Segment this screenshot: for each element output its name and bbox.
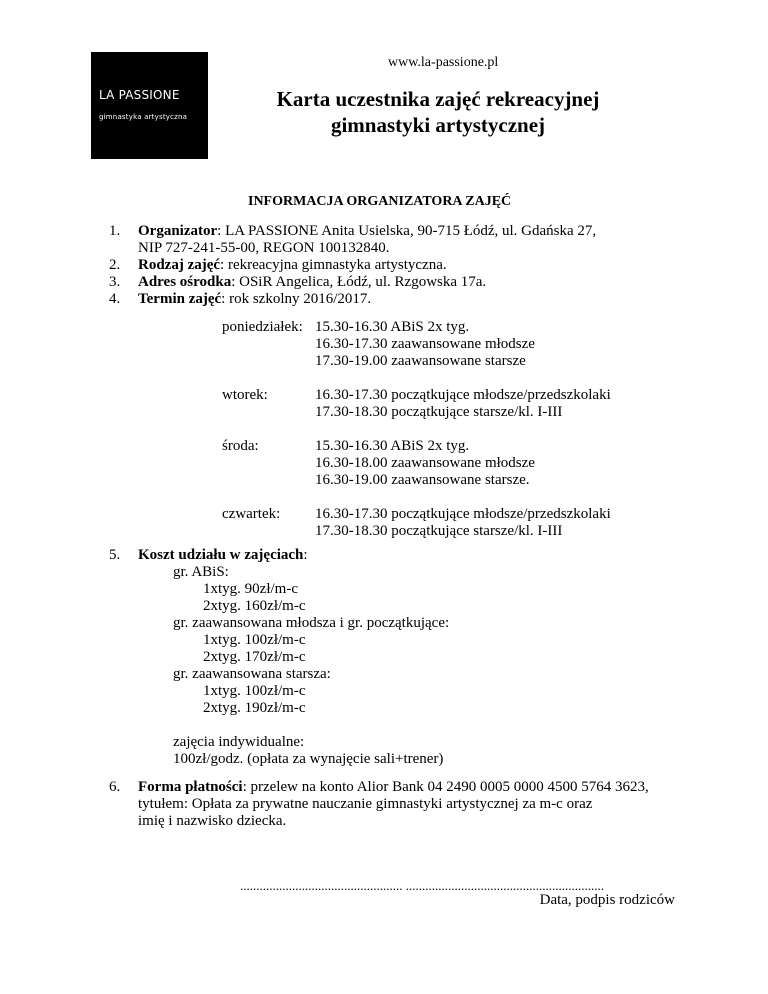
info-list: [109, 223, 709, 308]
individual-label: zajęcia indywidualne:: [173, 734, 305, 750]
cost-price: 1xtyg. 100zł/m-c: [203, 632, 306, 648]
list-item: [109, 274, 709, 291]
item-number: 3.: [109, 274, 121, 290]
document-title-line1: Karta uczestnika zajęć rekreacyjnej: [276, 87, 600, 111]
item-text: : OSiR Angelica, Łódź, ul. Rzgowska 17a.: [231, 274, 487, 290]
list-item: [109, 291, 709, 308]
website-url: www.la-passione.pl: [388, 55, 499, 70]
cost-label: Koszt udziału w zajęciach: [138, 547, 304, 563]
list-item: [109, 223, 709, 257]
day-label: poniedziałek:: [222, 319, 303, 335]
cost-price: 2xtyg. 170zł/m-c: [203, 649, 306, 665]
day-label: środa:: [222, 438, 259, 454]
day-label: czwartek:: [222, 506, 281, 522]
item-number: 2.: [109, 257, 121, 273]
cost-price: 2xtyg. 160zł/m-c: [203, 598, 306, 614]
schedule-day: [222, 387, 682, 421]
item-text-continued: NIP 727-241-55-00, REGON 100132840.: [138, 240, 390, 256]
signature-line: .................................................. .............................................................: [240, 878, 604, 893]
time-slot: 16.30-17.30 początkujące młodsze/przedszkolaki: [315, 387, 611, 403]
item-label: Termin zajęć: [138, 291, 222, 307]
time-slot: 16.30-17.30 początkujące młodsze/przedszkolaki: [315, 506, 611, 522]
time-slot: 16.30-18.00 zaawansowane młodsze: [315, 455, 535, 471]
logo-subtitle: gimnastyka artystyczna: [99, 113, 188, 121]
logo-title: LA PASSIONE: [99, 88, 180, 102]
cost-group-name: gr. zaawansowana starsza:: [173, 666, 331, 682]
item-text: : rok szkolny 2016/2017.: [221, 291, 372, 307]
cost-group-name: gr. ABiS:: [173, 564, 229, 580]
section-title: INFORMACJA ORGANIZATORA ZAJĘĆ: [248, 194, 512, 209]
item-label: Adres ośrodka: [138, 274, 232, 290]
time-slot: 15.30-16.30 ABiS 2x tyg.: [315, 438, 470, 454]
schedule-day: [222, 506, 682, 540]
item-number: 5.: [109, 547, 121, 563]
list-item: [109, 257, 709, 274]
item-label: Rodzaj zajęć: [138, 257, 221, 273]
time-slot: 17.30-19.00 zaawansowane starsze: [315, 353, 526, 369]
schedule: [222, 319, 682, 557]
schedule-day: [222, 438, 682, 489]
item-number: 4.: [109, 291, 121, 307]
item-text: : LA PASSIONE Anita Usielska, 90-715 Łódź, ul. Gdańska 27,: [217, 223, 597, 239]
cost-price: 2xtyg. 190zł/m-c: [203, 700, 306, 716]
document-title: [252, 86, 624, 138]
payment-text-line3: imię i nazwisko dziecka.: [138, 813, 287, 829]
time-slot: 16.30-19.00 zaawansowane starsze.: [315, 472, 530, 488]
payment-section: [109, 779, 729, 830]
cost-price: 1xtyg. 100zł/m-c: [203, 683, 306, 699]
cost-label-suffix: :: [303, 547, 308, 563]
schedule-day: [222, 319, 682, 370]
cost-group-name: gr. zaawansowana młodsza i gr. początkujące:: [173, 615, 450, 631]
individual-price: 100zł/godz. (opłata za wynajęcie sali+trener): [173, 751, 444, 767]
time-slot: 16.30-17.30 zaawansowane młodsze: [315, 336, 535, 352]
signature-label: Data, podpis rodziców: [539, 892, 675, 908]
payment-label: Forma płatności: [138, 779, 243, 795]
item-number: 1.: [109, 223, 121, 239]
day-label: wtorek:: [222, 387, 268, 403]
time-slot: 17.30-18.30 początkujące starsze/kl. I-III: [315, 523, 563, 539]
time-slot: 15.30-16.30 ABiS 2x tyg.: [315, 319, 470, 335]
payment-text-line2: tytułem: Opłata za prywatne nauczanie gimnastyki artystycznej za m-c oraz: [138, 796, 593, 812]
item-text: : rekreacyjna gimnastyka artystyczna.: [220, 257, 447, 273]
cost-price: 1xtyg. 90zł/m-c: [203, 581, 298, 597]
item-number: 6.: [109, 779, 121, 795]
item-label: Organizator: [138, 223, 218, 239]
payment-text: : przelew na konto Alior Bank 04 2490 0005 0000 4500 5764 3623,: [242, 779, 649, 795]
time-slot: 17.30-18.30 początkujące starsze/kl. I-III: [315, 404, 563, 420]
cost-section: [109, 547, 709, 768]
logo: [91, 52, 208, 159]
document-title-line2: gimnastyki artystycznej: [330, 113, 546, 137]
